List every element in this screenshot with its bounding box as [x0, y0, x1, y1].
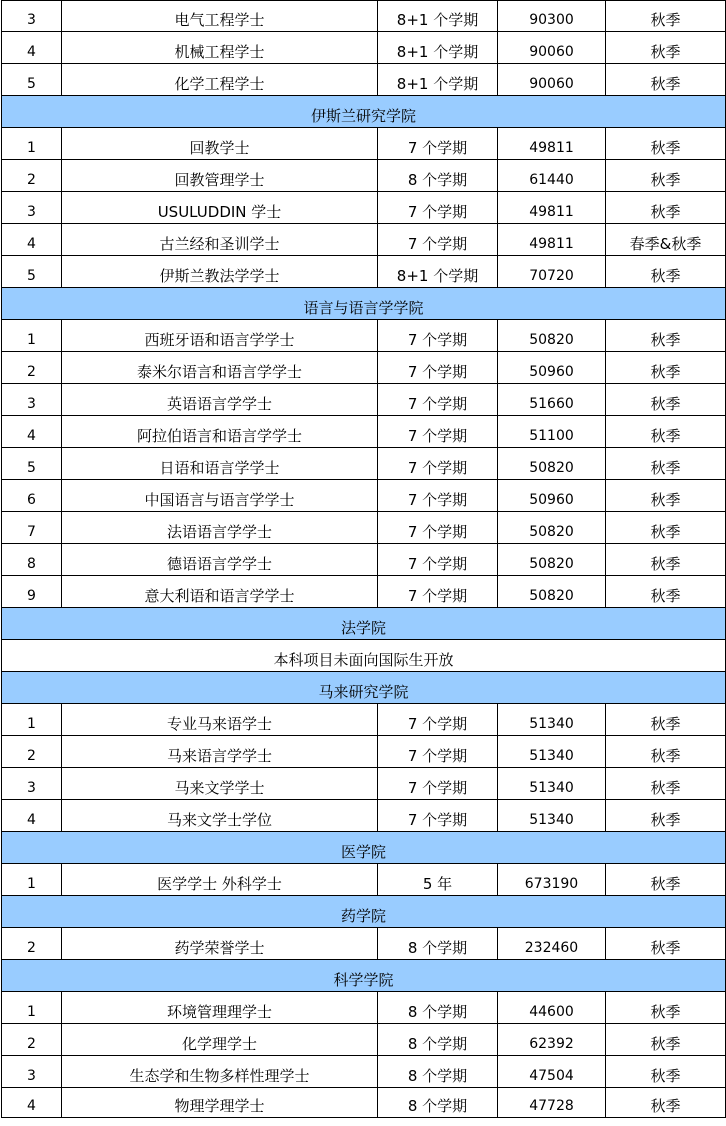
degree-name: 马来文学士学位	[62, 800, 378, 832]
degree-name: 机械工程学士	[62, 32, 378, 64]
tuition-fee: 50820	[498, 576, 606, 608]
table-row	[2, 1088, 726, 1118]
row-number: 3	[2, 1056, 62, 1088]
intake-season: 春季&秋季	[606, 224, 726, 256]
row-number: 1	[2, 864, 62, 896]
duration: 7 个学期	[378, 800, 498, 832]
intake-season: 秋季	[606, 544, 726, 576]
tuition-fee: 70720	[498, 256, 606, 288]
table-row	[2, 992, 726, 1024]
duration: 8 个学期	[378, 992, 498, 1024]
tuition-fee: 90300	[498, 1, 606, 32]
intake-season: 秋季	[606, 1, 726, 32]
faculty-name: 医学院	[2, 832, 726, 864]
intake-season: 秋季	[606, 448, 726, 480]
row-number: 5	[2, 256, 62, 288]
faculty-name: 马来研究学院	[2, 672, 726, 704]
intake-season: 秋季	[606, 576, 726, 608]
table-row	[2, 928, 726, 960]
duration: 8+1 个学期	[378, 256, 498, 288]
tuition-fee: 61440	[498, 160, 606, 192]
row-number: 8	[2, 544, 62, 576]
table-row	[2, 224, 726, 256]
table-row	[2, 864, 726, 896]
intake-season: 秋季	[606, 160, 726, 192]
tuition-fee: 62392	[498, 1024, 606, 1056]
table-row	[2, 416, 726, 448]
intake-season: 秋季	[606, 1088, 726, 1118]
intake-season: 秋季	[606, 384, 726, 416]
tuition-fee: 232460	[498, 928, 606, 960]
degree-name: 西班牙语和语言学学士	[62, 320, 378, 352]
table-row	[2, 576, 726, 608]
duration: 7 个学期	[378, 736, 498, 768]
intake-season: 秋季	[606, 928, 726, 960]
tuition-fee: 50960	[498, 352, 606, 384]
tuition-fee: 50960	[498, 480, 606, 512]
row-number: 4	[2, 32, 62, 64]
duration: 7 个学期	[378, 352, 498, 384]
programs-table	[1, 0, 726, 1118]
intake-season: 秋季	[606, 704, 726, 736]
intake-season: 秋季	[606, 256, 726, 288]
table-row	[2, 512, 726, 544]
section-header-row	[2, 896, 726, 928]
degree-name: 环境管理理学士	[62, 992, 378, 1024]
degree-name: 法语语言学学士	[62, 512, 378, 544]
duration: 7 个学期	[378, 128, 498, 160]
degree-name: 中国语言与语言学学士	[62, 480, 378, 512]
degree-name: 德语语言学学士	[62, 544, 378, 576]
tuition-fee: 51660	[498, 384, 606, 416]
section-header-row	[2, 832, 726, 864]
tuition-fee: 51340	[498, 736, 606, 768]
duration: 7 个学期	[378, 480, 498, 512]
intake-season: 秋季	[606, 992, 726, 1024]
intake-season: 秋季	[606, 1024, 726, 1056]
intake-season: 秋季	[606, 32, 726, 64]
tuition-fee: 50820	[498, 544, 606, 576]
table-row	[2, 704, 726, 736]
intake-season: 秋季	[606, 64, 726, 96]
duration: 7 个学期	[378, 384, 498, 416]
degree-name: 生态学和生物多样性理学士	[62, 1056, 378, 1088]
tuition-fee: 50820	[498, 320, 606, 352]
degree-name: 化学工程学士	[62, 64, 378, 96]
degree-name: 马来文学学士	[62, 768, 378, 800]
section-header-row	[2, 672, 726, 704]
row-number: 2	[2, 160, 62, 192]
row-number: 2	[2, 1024, 62, 1056]
tuition-fee: 49811	[498, 192, 606, 224]
row-number: 4	[2, 1088, 62, 1118]
table-row	[2, 384, 726, 416]
degree-name: 古兰经和圣训学士	[62, 224, 378, 256]
table-row	[2, 1, 726, 32]
intake-season: 秋季	[606, 864, 726, 896]
faculty-name: 科学学院	[2, 960, 726, 992]
degree-name: 英语语言学学士	[62, 384, 378, 416]
note-row	[2, 640, 726, 672]
tuition-fee: 90060	[498, 64, 606, 96]
degree-name: 阿拉伯语言和语言学学士	[62, 416, 378, 448]
degree-name: 医学学士 外科学士	[62, 864, 378, 896]
row-number: 3	[2, 384, 62, 416]
tuition-fee: 51100	[498, 416, 606, 448]
table-row	[2, 320, 726, 352]
duration: 8+1 个学期	[378, 64, 498, 96]
duration: 8 个学期	[378, 1088, 498, 1118]
duration: 7 个学期	[378, 768, 498, 800]
table-row	[2, 1024, 726, 1056]
section-header-row	[2, 96, 726, 128]
intake-season: 秋季	[606, 800, 726, 832]
intake-season: 秋季	[606, 512, 726, 544]
tuition-fee: 51340	[498, 704, 606, 736]
table-row	[2, 160, 726, 192]
faculty-name: 药学院	[2, 896, 726, 928]
intake-season: 秋季	[606, 736, 726, 768]
degree-name: 化学理学士	[62, 1024, 378, 1056]
duration: 7 个学期	[378, 192, 498, 224]
intake-season: 秋季	[606, 352, 726, 384]
duration: 8+1 个学期	[378, 32, 498, 64]
table-row	[2, 64, 726, 96]
row-number: 4	[2, 416, 62, 448]
table-row	[2, 1056, 726, 1088]
table-row	[2, 768, 726, 800]
degree-name: 意大利语和语言学学士	[62, 576, 378, 608]
degree-name: 伊斯兰教法学学士	[62, 256, 378, 288]
table-row	[2, 32, 726, 64]
row-number: 2	[2, 352, 62, 384]
programs-table-body	[2, 1, 726, 1118]
tuition-fee: 47504	[498, 1056, 606, 1088]
duration: 8 个学期	[378, 1056, 498, 1088]
row-number: 1	[2, 128, 62, 160]
tuition-fee: 673190	[498, 864, 606, 896]
tuition-fee: 51340	[498, 800, 606, 832]
duration: 8 个学期	[378, 160, 498, 192]
tuition-fee: 90060	[498, 32, 606, 64]
duration: 7 个学期	[378, 448, 498, 480]
degree-name: 回教管理学士	[62, 160, 378, 192]
row-number: 3	[2, 1, 62, 32]
row-number: 4	[2, 224, 62, 256]
row-number: 9	[2, 576, 62, 608]
duration: 7 个学期	[378, 416, 498, 448]
degree-name: 药学荣誉学士	[62, 928, 378, 960]
row-number: 3	[2, 768, 62, 800]
tuition-fee: 49811	[498, 128, 606, 160]
duration: 8 个学期	[378, 928, 498, 960]
duration: 5 年	[378, 864, 498, 896]
tuition-fee: 50820	[498, 512, 606, 544]
table-row	[2, 480, 726, 512]
table-row	[2, 256, 726, 288]
row-number: 3	[2, 192, 62, 224]
degree-name: 马来语言学学士	[62, 736, 378, 768]
duration: 7 个学期	[378, 224, 498, 256]
row-number: 5	[2, 448, 62, 480]
row-number: 6	[2, 480, 62, 512]
table-row	[2, 736, 726, 768]
degree-name: 专业马来语学士	[62, 704, 378, 736]
table-row	[2, 448, 726, 480]
table-row	[2, 800, 726, 832]
faculty-note: 本科项目未面向国际生开放	[2, 640, 726, 672]
degree-name: 物理学理学士	[62, 1088, 378, 1118]
faculty-name: 语言与语言学学院	[2, 288, 726, 320]
intake-season: 秋季	[606, 416, 726, 448]
row-number: 1	[2, 320, 62, 352]
tuition-fee: 49811	[498, 224, 606, 256]
section-header-row	[2, 960, 726, 992]
row-number: 4	[2, 800, 62, 832]
duration: 7 个学期	[378, 544, 498, 576]
section-header-row	[2, 608, 726, 640]
tuition-fee: 51340	[498, 768, 606, 800]
tuition-fee: 47728	[498, 1088, 606, 1118]
table-row	[2, 352, 726, 384]
section-header-row	[2, 288, 726, 320]
row-number: 1	[2, 704, 62, 736]
degree-name: 泰米尔语言和语言学学士	[62, 352, 378, 384]
degree-name: 日语和语言学学士	[62, 448, 378, 480]
intake-season: 秋季	[606, 192, 726, 224]
degree-name: 回教学士	[62, 128, 378, 160]
degree-name: USULUDDIN 学士	[62, 192, 378, 224]
duration: 8+1 个学期	[378, 1, 498, 32]
duration: 8 个学期	[378, 1024, 498, 1056]
duration: 7 个学期	[378, 320, 498, 352]
tuition-fee: 50820	[498, 448, 606, 480]
faculty-name: 伊斯兰研究学院	[2, 96, 726, 128]
degree-name: 电气工程学士	[62, 1, 378, 32]
row-number: 7	[2, 512, 62, 544]
table-row	[2, 192, 726, 224]
row-number: 2	[2, 736, 62, 768]
faculty-name: 法学院	[2, 608, 726, 640]
tuition-fee: 44600	[498, 992, 606, 1024]
row-number: 5	[2, 64, 62, 96]
duration: 7 个学期	[378, 576, 498, 608]
intake-season: 秋季	[606, 128, 726, 160]
row-number: 2	[2, 928, 62, 960]
intake-season: 秋季	[606, 480, 726, 512]
duration: 7 个学期	[378, 704, 498, 736]
intake-season: 秋季	[606, 320, 726, 352]
table-row	[2, 128, 726, 160]
row-number: 1	[2, 992, 62, 1024]
table-row	[2, 544, 726, 576]
intake-season: 秋季	[606, 768, 726, 800]
intake-season: 秋季	[606, 1056, 726, 1088]
duration: 7 个学期	[378, 512, 498, 544]
